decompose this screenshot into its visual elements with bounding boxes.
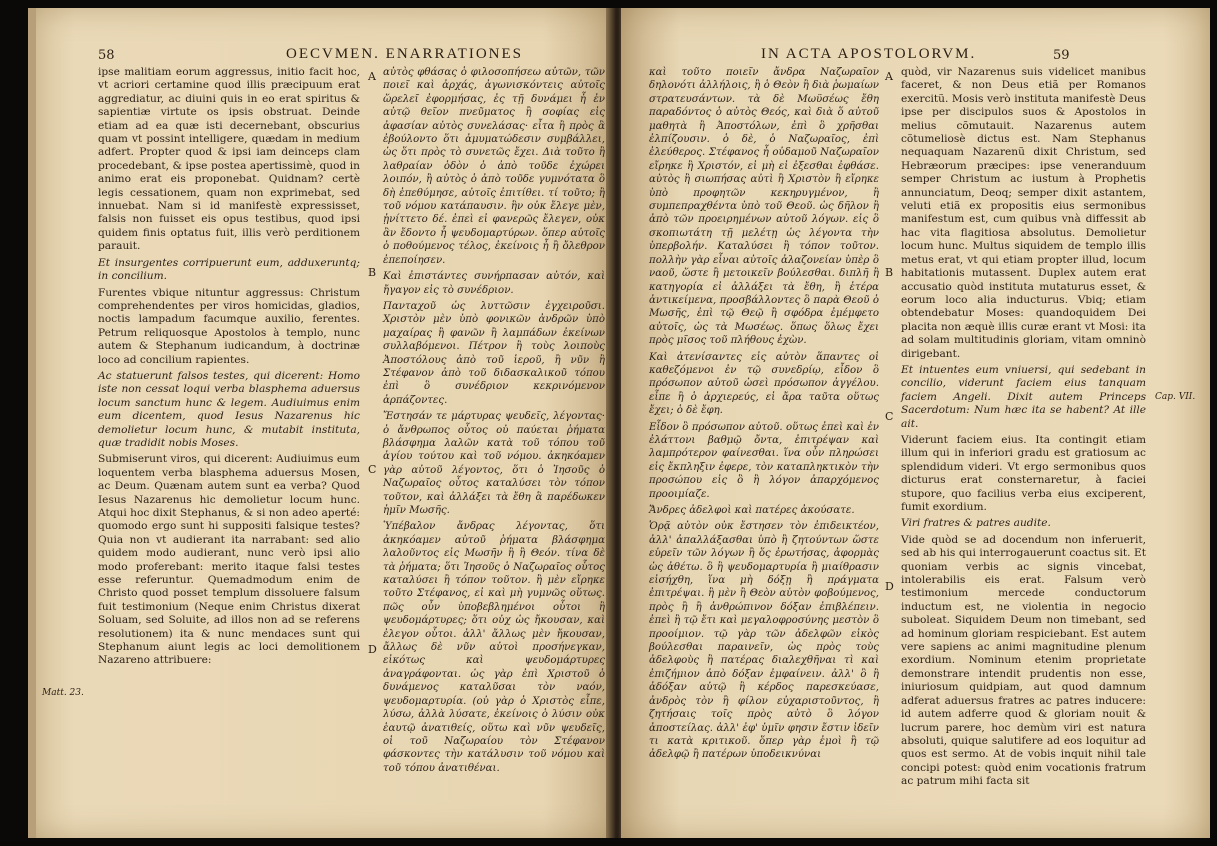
section-mark: B	[885, 266, 894, 279]
greek-column-left	[383, 66, 605, 778]
margin-note-left: Matt. 23.	[42, 688, 84, 698]
greek-paragraph: Ὁρᾷ αὐτὸν οὐκ ἔστησεν τὸν ἐπιδεικτέον, ἀλλ' ἀπαλλάξασθαι ὑπὸ ἢ ζητούντων ὥστε εὑρεῖν τῶν λόγων ἢ ὅς ἐρωτήσας, ἀφορμὰς ὡς ἀθέτω. ὃ ἢ ψευδομαρτυρία ἢ μιαίθρασιν εἰσήχθη, ἵνα μὴ δόξῃ ἢ πράγματα ἐπιτρέψαι. ἢ μὲν ἢ Θεὸν αὐτὸν φοβούμενος, πρὸς ἢ ἢ ἀνθρώπινον δόξαν ἐπιβλέπειν. ἐπεὶ ἢ τῷ ἔτι καὶ μεγαλοφροσύνης μεστὸν ὃ προοίμιον. τῷ γὰρ τῶν ἀδελφῶν εἰκὸς βούλεσθαι παραινεῖν, ὡς πρὸς τοὺς ἀδελφοὺς ἢ πατέρας διαλεχθῆναι τὶ καὶ ἐπιζήμιον ἀπὸ δόξαν ἐμφαίνειν. ἀλλ' ὃ ἢ ἀδόξαν αὐτῷ ἢ κέρδος παρεσκεύασε, ἀνδρὸς τὸν ἢ φίλον εὐχαριστοῦντος, ἢ ζητήσαις τοῖς πρὸς αὐτὸ ὃ λόγον ἀποστείλας. ἀλλ' ἐφ' ὑμῖν φησιν ἔστιν ἰδεῖν τι κατὰ κριτικοῦ. ὅπερ γὰρ ἐμοὶ ἢ τῷ ἀδελφῷ ἢ πατέρων ὑποδεικνύναι	[649, 521, 879, 761]
latin-lemma: Viri fratres & patres audite.	[901, 517, 1051, 530]
greek-lemma: Καὶ ἀτενίσαντες εἰς αὐτὸν ἅπαντες οἱ καθεζόμενοι ἐν τῷ συνεδρίῳ, εἶδον ὃ πρόσωπον αὐτοῦ ὡσεὶ πρόσωπον ἀγγέλου. εἶπε ἢ ὁ ἀρχιερεύς, εἰ ἄρα ταῦτα οὕτως ἔχει; ὁ δὲ ἔφη.	[649, 351, 879, 417]
latin-lemma: Et insurgentes corripuerunt eum, adduxeruntq; in concilium.	[98, 256, 360, 283]
running-header-right: IN ACTA APOSTOLORVM.	[761, 46, 977, 62]
page-edge	[28, 8, 36, 838]
greek-paragraph: Εἶδον ὃ πρόσωπον αὐτοῦ. οὕτως ἐπεὶ καὶ ἐν ἐλάττονι βαθμῷ ὄντα, ἐπιτρέψαν καὶ λαμπρότερον φαίνεσθαι. ἵνα οὖν πληρώσει εἰς ἔκπληξιν ἐφερε, τὸν καταπληκτικὸν τὴν προσώπου εἰς ὃ ἢ λόγον ἀπαρχόμενος προοιμίαζε.	[649, 421, 879, 500]
latin-paragraph: Viderunt faciem eius. Ita contingit etiam illum qui in inferiori gradu est gratiosum ac splendidum videri. Vt ergo sermonibus quos dicturus erat consternaretur, à faciei stupore, quo facilius verba eius exciperent, fumit exordium.	[901, 433, 1146, 513]
section-mark: D	[885, 580, 894, 593]
latin-paragraph: Submiserunt viros, qui dicerent: Audiuimus eum loquentem verba blasphema aduersus Mosen, ac Deum. Quænam autem sunt ea verba? Quod Iesus Nazarenus hic demolietur locum hunc. Atqui hoc dixit Stephanus, & si non adeo aperté: quomodo ergo sunt hi suppositi falsique testes? Quia non vt audierant ita narrabant: sed alio quidem modo audierant, nunc verò ipsi alio modo proferebant: merito itaque falsi testes esse referuntur. Quemadmodum enim de Christo quod posset templum dissoluere falsum fuit testimonium (Neque enim Christus dixerat Soluam, sed Soluite, ad illos non ad se referens resolutionem) ita & nunc mendaces sunt qui Stephanum aiunt legis ac loci demolitionem Nazareno attribuere:	[98, 453, 360, 667]
latin-column-right	[901, 66, 1146, 792]
margin-note-right: Cap. VII.	[1155, 392, 1196, 402]
greek-paragraph: καὶ τοῦτο ποιεῖν ἄνδρα Ναζωραῖον δηλονότι ἀλλήλοις, ἢ ὁ Θεὸν ἢ διὰ ῥωμαίων στρατευσάντων. τὰ δὲ Μωϋσέως ἔθη παραδόντος ὁ αὐτὸς Θεός, καὶ διὰ ὅ αὐτοῦ μαθητὰ ἢ Ἀποστόλων, ἐπὶ ὃ χρῆσθαι ἐλπίζουσιν. ὁ δὲ, ὁ Ναζωραῖος, ἐπὶ ἐλεύθερος. Στέφανος ἦ οὐδαμοῦ Ναζωραῖον εἴρηκε ἢ Χριστόν, εἰ μὴ εἰ ἐξεσθαι ἐφθάσε. αὐτὸς ἢ σιωπήσας αὐτὶ ἢ Χριστὸν ἢ εἴρηκε ὑπὸ προφητῶν κεκηρυγμένον, ἢ συμπεπραχθέντα ὑπὸ τοῦ Θεοῦ. ὡς δῆλον ἢ ἀπὸ τῶν προειρημένων αὐτοῦ λόγων. εἰς ὃ σκοπιωτάτη τῇ μελέτῃ ὡς λέγοντα τὴν ὑπερβολήν. Καταλύσει ἢ τόπον τοῦτον. πολλὴν γὰρ εἶναι αὐτοῖς ἀλαζονείαν ὑπὲρ ὃ ναοῦ, ὥστε ἢ μετοικεῖν βούλεσθαι. διπλῆ ἢ κατηγορία εἰ ἀλλάξει τὰ ἔθη, ἢ ἑτέρα ἀντικείμενα, προσβάλλοντες ὃ παρὰ Θεοῦ ὁ Μωσῆς, ἐπὶ τῷ Θεῷ ἢ σφόδρα ἐμέμφετο αὐτοῖς, ὡς τὰ Μωσέως. ὅπως ὅλως ἔχει πρὸς μῖσος τοῦ πλήθους ἐχὼν.	[649, 67, 879, 347]
page-number-left: 58	[98, 48, 115, 63]
book-spread	[28, 8, 1210, 838]
left-page	[28, 8, 613, 838]
section-mark: A	[885, 70, 893, 83]
page-number-right: 59	[1053, 48, 1070, 63]
greek-paragraph: αὐτὸς φθάσας ὁ φιλοσοπήσεω αὐτῶν, τῶν ποιεῖ καὶ ἀρχάς, ἀγωνισκόντεις αὐτοῖς ὥρελεῖ ἐφορμήσας, ἐς τῇ δυνάμει ἦ ἐν αὐτῷ θεῖον πνεῦματος ἢ σοφίας εἰς ἀφασίαν αὐτὸς συνελάσας· εἶτα ἢ πρὸς ἃ ἐβούλοντο ὅτι ἀμυματώδεσιν συμβάλλει, ὡς ὅτι πρὸς τὸ συνετῶς ἔχει. Διὰ τοῦτο ἢ λαθραίαν ὁδὸν ὁ ἀπὸ τοῦδε ἐχώρει λοιπόν, ἢ αὐτὸς ὁ ἀπὸ τοῦδε γυμνότατα ὃ δὴ ἐπεθύμησε, αὐτοῖς ἐπιτίθει. τί τοῦτο; ἢ τοῦ νόμου κατάπαυσιν. ἣν οὐκ ἔλεγε μὲν, ᾐνίττετο δέ. ἐπεὶ εἰ φανερῶς ἔλεγεν, οὐκ ἂν ἔδοντο ἦ ψευδομαρτύρων. ὅπερ αὐτοῖς ὁ ποθούμενος τέλος, ἐκείνοις ἦ ἢ ὄλεθρον ἐπεποίησεν.	[383, 67, 605, 266]
latin-paragraph: Furentes vbique nituntur aggressus: Christum comprehendentes per viros homicidas, gladios, noctis lampadum facumque auxilio, ferentes. Petrum reliquosque Apostolos à templo, nunc autem & Stephanum iudicandum, à doctrinæ loco ad concilium rapientes.	[98, 286, 360, 366]
latin-lemma: Ac statuerunt falsos testes, qui dicerent: Homo iste non cessat loqui verba blasphema aduersus locum sanctum hunc & legem. Audiuimus enim eum dicentem, quod Iesus Nazarenus hic demolietur locum hunc, & mutabit instituta, quæ tradidit nobis Moses.	[98, 369, 360, 449]
section-mark: D	[368, 643, 377, 656]
running-header-left: OECVMEN. ENARRATIONES	[286, 46, 523, 62]
greek-column-right	[649, 66, 879, 765]
greek-lemma: Ἄνδρες ἀδελφοὶ καὶ πατέρες ἀκούσατε.	[649, 505, 855, 516]
right-page	[621, 8, 1210, 838]
section-mark: B	[368, 266, 377, 279]
latin-paragraph: quòd, vir Nazarenus suis videlicet manibus faceret, & non Deus etiã per Romanos exercitũ. Mosis verò instituta manifestè Deus ipse per discipulos suos & Apostolos in melius cõmutauit. Nazarenus autem cõtumeliosè dictus est. Nam Stephanus nequaquam Nazarenũ dixit Christum, sed Hebræorum præcipes: ipse veneranduum semper Christum ac iustum à Prophetis annunciatum, Deoq; semper dixit astantem, veluti etiã ex propositis eius sermonibus manifestum est, cum quibus vnà diffessit ab hac vita flagitiosa absolutus. Demolietur locum hunc. Multus siquidem de templo illis metus erat, vt qui etiam propter illud, locum habitationis mutassent. Duplex autem erat accusatio quòd instituta mutaturus esset, & eorum loco alia inducturus. Vbiq; etiam obtendebatur Moses: quandoquidem Dei placita non æquè illis curæ erant vt Mosi: ita ad solam multitudinis gloriam, vitam omninò dirigebant.	[901, 66, 1146, 360]
latin-column-left	[98, 66, 360, 671]
latin-paragraph: ipse malitiam eorum aggressus, initio facit hoc, vt acriori certamine quod illis præcipuum erat aggrediatur, ac diuini quis in eo erat spiritus & sapientiæ virtute os ipsis obstruat. Deinde etiam ad ea quæ isti decernebant, obscurius quam vt possint intelligere, quædam in medium adfert. Propter quod & ipsi iam deinceps clam procedebant, & ipse postea apertissimè, quod in animo erat eis proponebat. Quidnam? certè legis cessationem, quam non exprimebat, sed innuebat. Nam si id manifestè expressisset, falsis non fuisset eis opus testibus, quod ipsi quidem finis optatus fuit, illis verò perditionem parauit.	[98, 66, 360, 253]
latin-paragraph: Vide quòd se ad docendum non inferuerit, sed ab his qui interrogauerunt coactus sit. Et quoniam verbis ac signis vincebat, intolerabilis eis erat. Falsum verò testimonium mercede conductorum inductum est, ne violentia in negocio suboleat. Siquidem Deum non timebant, sed ad hominum gloriam respiciebant. Est autem vere sapiens ac animi magnitudine plenum exordium. Nominum etenim proprietate demonstrare intendit prudentis non esse, iniuriosum quidpiam, aut quod damnum adferat aduersus fratres ac patres inducere: id autem adferre quod & gloriam nouit & lucrum parere, hoc demùm viri est natura absoluti, quique salutifere ad eos loquitur ad quos est sermo. At de vobis inquit nihil tale concipi potest: quòd enim vocationis fratrum ac patrum mihi facta sit	[901, 533, 1146, 788]
section-mark: C	[885, 410, 894, 423]
section-mark: A	[368, 70, 376, 83]
latin-lemma: Et intuentes eum vniuersi, qui sedebant in concilio, viderunt faciem eius tanquam faciem Angeli. Dixit autem Princeps Sacerdotum: Num hæc ita se habent? At ille ait.	[901, 363, 1146, 430]
section-mark: C	[368, 463, 377, 476]
greek-lemma: Καὶ ἐπιστάντες συνήρπασαν αὐτόν, καὶ ἤγαγον εἰς τὸ συνέδριον.	[383, 271, 605, 296]
greek-lemma: Ἔστησάν τε μάρτυρας ψευδεῖς, λέγοντας· ὁ ἄνθρωπος οὗτος οὐ παύεται ῥήματα βλάσφημα λαλῶν κατὰ τοῦ τόπου τοῦ ἁγίου τούτου καὶ τοῦ νόμου. ἀκηκόαμεν γὰρ αὐτοῦ λέγοντος, ὅτι ὁ Ἰησοῦς ὁ Ναζωραῖος οὗτος καταλύσει τὸν τόπον τοῦτον, καὶ ἀλλάξει τὰ ἔθη ἃ παρέδωκεν ἡμῖν Μωσῆς.	[383, 411, 605, 516]
greek-paragraph: Ὑπέβαλον ἄνδρας λέγοντας, ὅτι ἀκηκόαμεν αὐτοῦ ῥήματα βλάσφημα λαλοῦντος εἰς Μωσῆν ἢ ἢ Θεόν. τίνα δὲ τὰ ῥήματα; ὅτι Ἰησοῦς ὁ Ναζωραῖος οὗτος καταλύσει ἢ τόπον τοῦτον. ἢ μὲν εἴρηκε τοῦτο Στέφανος, εἰ καὶ μὴ γυμνῶς οὕτως. πῶς οὖν ὑποβεβλημένοι οὗτοι ἢ ψευδομάρτυρες; ὅτι οὐχ ὡς ἤκουσαν, καὶ ἐλεγον οὗτοι. ἀλλ' ἄλλως μὲν ἤκουσαν, ἄλλως δὲ νῦν αὐτοὶ προσήνεγκαν, εἰκότως καὶ ψευδομάρτυρες ἀναγράφονται. ὡς γὰρ ἐπὶ Χριστοῦ ὁ δυνάμενος καταλῦσαι τὸν ναόν, ψευδομαρτυρία. (οὐ γὰρ ὁ Χριστὸς εἶπε, λύσω, ἀλλὰ λύσατε, ἐκείνοις ὁ λύσιν οὐκ ἑαυτῷ ἀνατιθείς, οὕτω καὶ νῦν ψευδεῖς, οἱ τοῦ Ναζωραίου τὸν Στέφανον φάσκοντες τὴν κατάλυσιν τοῦ νόμου καὶ τοῦ τόπου ἀνατιθέναι.	[383, 521, 605, 774]
greek-paragraph: Πανταχοῦ ὡς λυττῶσιν ἐγχειροῦσι. Χριστὸν μὲν ὑπὸ φονικῶν ἀνδρῶν ὑπὸ μαχαίρας ἢ φανῶν ἢ λαμπάδων ἐκείνων συλλαβόμενοι. Πέτρον ἢ τοὺς λοιποὺς Ἀποστόλους ἀπὸ τοῦ ἱεροῦ, ἢ νῦν ἢ Στέφανον ἀπὸ τοῦ διδασκαλικοῦ τόπου ἐπὶ ὃ συνέδριον κεκρινόμενον ἁρπάζοντες.	[383, 300, 605, 406]
